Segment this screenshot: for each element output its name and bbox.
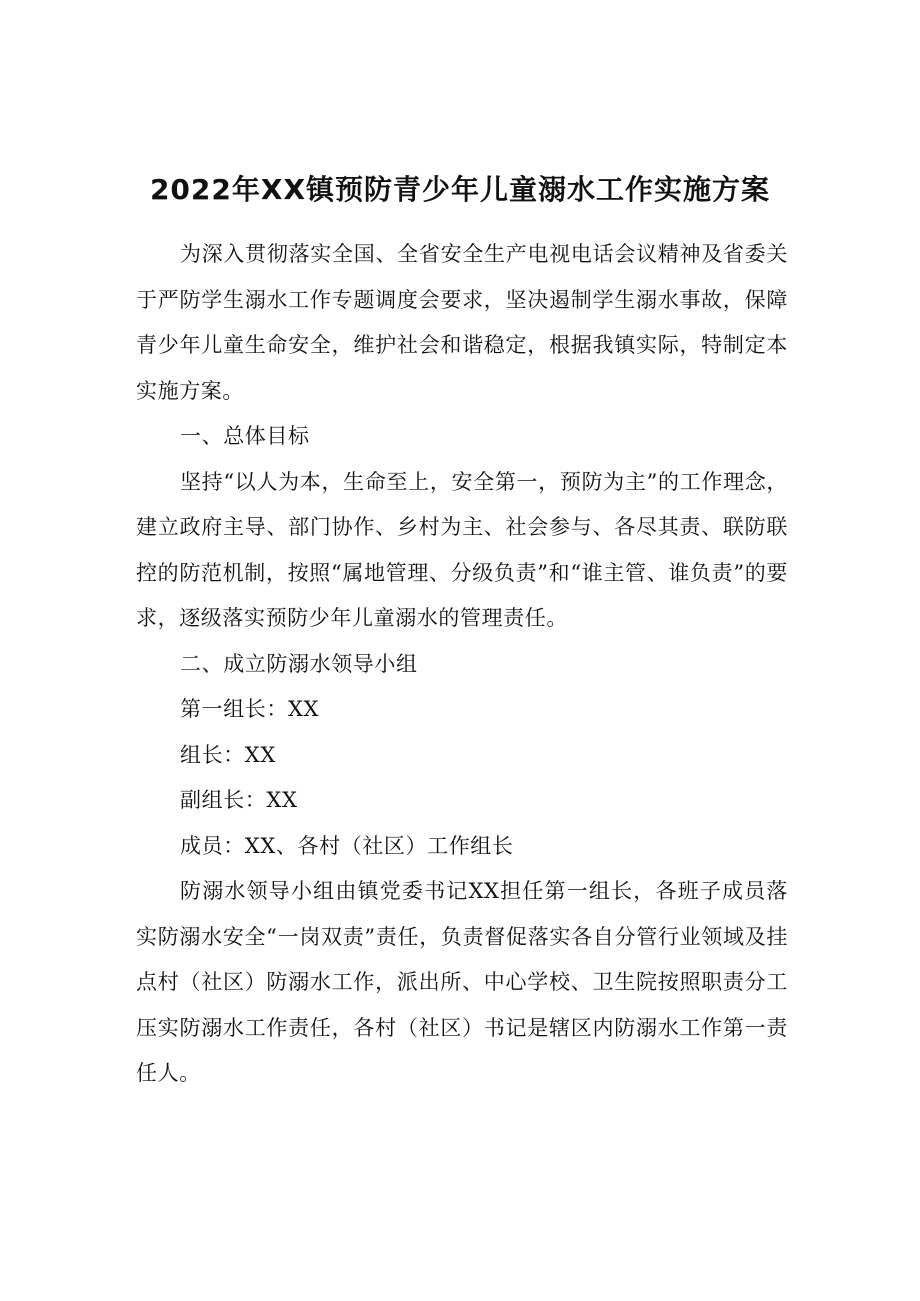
member-leader: 组长：XX	[180, 742, 276, 767]
member-deputy-leader: 副组长：XX	[180, 788, 298, 812]
member-members: 成员：XX、各村（社区）工作组长	[180, 833, 514, 858]
section1-heading: 一、总体目标	[180, 424, 310, 448]
section2-paragraph: 防溺水领导小组由镇党委书记XX担任第一组长，各班子成员落实防溺水安全“一岗双责”责任，负责督促落实各自分管行业领域及挂点村（社区）防溺水工作，派出所、中心学校、卫生院按照职责分工压实防溺水工作责任，各村（社区）书记是辖区内防溺水工作第一责任人。	[136, 879, 788, 1085]
document-body	[136, 232, 788, 1097]
section2-heading: 二、成立防溺水领导小组	[180, 651, 418, 676]
member-first-leader: 第一组长：XX	[180, 697, 320, 721]
document-title: 2022年XX镇预防青少年儿童溺水工作实施方案	[149, 173, 771, 206]
section1-paragraph: 坚持“以人为本，生命至上，安全第一，预防为主”的工作理念，建立政府主导、部门协作、乡村为主、社会参与、各尽其责、联防联控的防范机制，按照“属地管理、分级负责”和“谁主管、谁负责”的要求，逐级落实预防少年儿童溺水的管理责任。	[136, 469, 788, 630]
intro-paragraph: 为深入贯彻落实全国、全省安全生产电视电话会议精神及省委关于严防学生溺水工作专题调度会要求，坚决遏制学生溺水事故，保障青少年儿童生命安全，维护社会和谐稳定，根据我镇实际，特制定本实施方案。	[136, 242, 788, 403]
